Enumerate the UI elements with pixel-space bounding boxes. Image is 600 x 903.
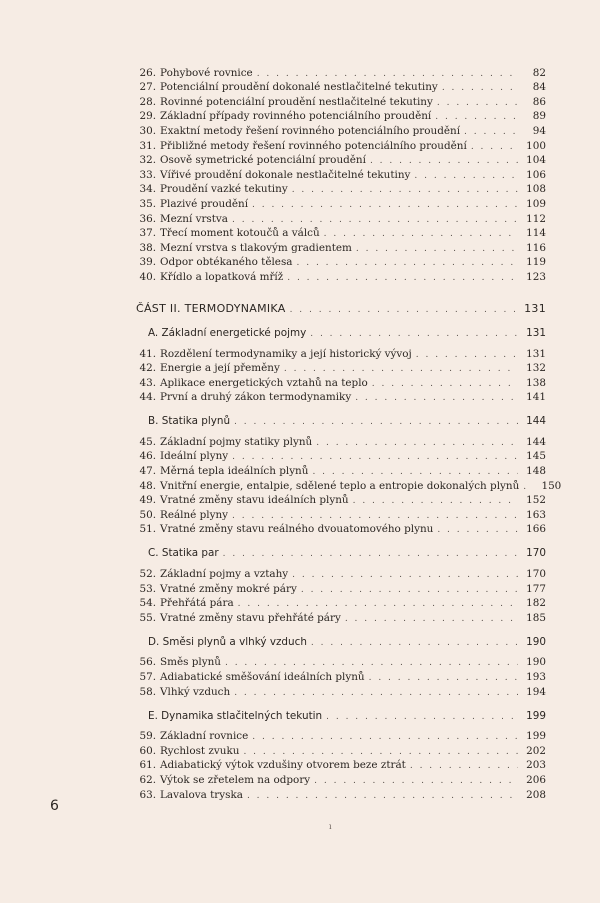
entry-title: Adiabatické směšování ideálních plynů [160, 671, 365, 683]
leader-dots [311, 638, 518, 648]
toc-group-b [136, 433, 562, 536]
section-page: 144 [526, 415, 546, 428]
toc-entry [136, 79, 546, 94]
toc-entry [136, 565, 546, 580]
entry-page: 132 [526, 362, 546, 375]
leader-dots [232, 215, 518, 225]
toc-entry [136, 521, 546, 536]
entry-page: 177 [526, 582, 546, 595]
toc-entry [136, 786, 546, 801]
entry-page: 203 [526, 759, 546, 772]
entry-title: Mezní vrstva s tlakovým gradientem [160, 241, 352, 254]
entry-page: 194 [526, 685, 546, 698]
section-page: 190 [526, 635, 546, 648]
entry-number: 32. [139, 154, 156, 167]
toc-entry [136, 166, 546, 181]
entry-number: 36. [139, 212, 156, 225]
toc-entry [136, 595, 546, 610]
entry-number: 42. [139, 362, 156, 375]
entry-title: Ideální plyny [160, 450, 229, 463]
entry-title: Výtok se zřetelem na odpory [160, 773, 311, 786]
entry-number: 47. [139, 465, 156, 478]
toc-entry [136, 433, 546, 448]
leader-dots [290, 305, 518, 315]
leader-dots [353, 496, 518, 506]
leader-dots [292, 570, 518, 580]
entry-title: Vratné změny stavu přehřáté páry [160, 611, 341, 624]
entry-title: Křídlo a lopatková mříž [160, 270, 284, 283]
entry-page: 190 [526, 656, 546, 669]
toc-entry [136, 137, 546, 152]
leader-dots [292, 185, 518, 195]
entry-page: 112 [526, 212, 546, 225]
entry-page: 109 [526, 197, 546, 210]
entry-number: 40. [139, 270, 156, 283]
entry-title: Základní pojmy a vztahy [160, 568, 289, 581]
leader-dots [523, 482, 533, 492]
toc-entry [136, 345, 546, 360]
entry-number: 45. [139, 435, 156, 448]
leader-dots [326, 712, 518, 722]
entry-page: 108 [526, 183, 546, 196]
leader-dots [437, 525, 518, 535]
leader-dots [284, 364, 518, 374]
toc-entry [136, 108, 546, 123]
entry-title: Vratné změny stavu ideálních plynů [160, 494, 349, 507]
toc-entry [136, 268, 546, 283]
leader-dots [316, 438, 518, 448]
leader-dots [345, 614, 518, 624]
toc-entry [136, 757, 546, 772]
entry-page: 104 [526, 154, 546, 167]
entry-number: 49. [139, 494, 156, 507]
toc-entry [136, 668, 546, 683]
entry-title: Odpor obtékaného tělesa [160, 256, 293, 269]
section-heading [136, 632, 546, 648]
entry-page: 131 [526, 347, 546, 360]
toc-group-a [136, 345, 546, 403]
leader-dots [287, 273, 518, 283]
entry-page: 163 [526, 508, 546, 521]
entry-number: 61. [139, 759, 156, 772]
entry-number: 54. [139, 597, 156, 610]
toc-entry [136, 389, 546, 404]
leader-dots [252, 732, 518, 742]
entry-title: První a druhý zákon termodynamiky [160, 391, 352, 404]
entry-page: 144 [526, 435, 546, 448]
entry-number: 31. [139, 139, 156, 152]
leader-dots [442, 83, 518, 93]
leader-dots [234, 417, 518, 427]
section-heading [136, 323, 546, 339]
entry-page: 106 [526, 168, 546, 181]
entry-page: 150 [541, 479, 562, 492]
entry-title: Směs plynů [160, 656, 221, 669]
entry-title: Pohybové rovnice [160, 66, 253, 79]
entry-number: 39. [139, 256, 156, 269]
leader-dots [225, 658, 518, 668]
entry-number: 63. [139, 788, 156, 801]
entry-page: 185 [526, 611, 546, 624]
entry-title: Základní pojmy statiky plynů [160, 435, 313, 448]
entry-page: 193 [526, 671, 546, 683]
entry-title: Rozdělení termodynamiky a její historický vývoj [160, 347, 412, 360]
entry-number: 48. [139, 479, 156, 492]
toc-group-c [136, 565, 546, 623]
entry-page: 148 [526, 465, 546, 478]
leader-dots [355, 393, 518, 403]
entry-number: 55. [139, 611, 156, 624]
leader-dots [257, 69, 518, 79]
leader-dots [437, 98, 518, 108]
toc-entry [136, 506, 546, 521]
entry-title: Třecí moment kotoučů a válců [160, 227, 320, 240]
toc-entry [136, 122, 546, 137]
entry-number: 38. [139, 241, 156, 254]
entry-title: Vratné změny stavu reálného dvouatomového plynu [160, 523, 434, 536]
entry-title: Vratné změny mokré páry [160, 582, 297, 595]
toc-entry [136, 360, 546, 375]
entry-number: 27. [139, 81, 156, 94]
entry-number: 37. [139, 227, 156, 240]
section-heading [136, 543, 546, 559]
toc-entry [136, 64, 546, 79]
toc-group-d [136, 654, 546, 698]
leader-dots [310, 329, 518, 339]
toc-entry [136, 93, 546, 108]
leader-dots [414, 171, 518, 181]
leader-dots [234, 688, 518, 698]
entry-title: Vnitřní energie, entalpie, sdělené teplo a entropie dokonalých plynů [160, 479, 520, 492]
section-title: D. Směsi plynů a vlhký vzduch [148, 635, 307, 648]
toc-entry [136, 462, 546, 477]
entry-number: 51. [139, 523, 156, 536]
entry-page: 123 [526, 270, 546, 283]
section-page: 199 [526, 709, 546, 722]
toc-entry [136, 152, 546, 167]
leader-dots [232, 511, 518, 521]
leader-dots [314, 776, 518, 786]
entry-title: Základní rovnice [160, 730, 249, 743]
entry-page: 166 [526, 523, 546, 536]
entry-number: 35. [139, 197, 156, 210]
toc-entry [136, 225, 546, 240]
entry-page: 182 [526, 597, 546, 610]
entry-title: Osově symetrické potenciální proudění [160, 154, 366, 167]
entry-title: Základní případy rovinného potenciálního proudění [160, 110, 432, 123]
part-heading [136, 297, 546, 315]
toc-group-fluid-mechanics [136, 64, 546, 283]
leader-dots [324, 229, 518, 239]
leader-dots [416, 350, 518, 360]
toc-entry [136, 609, 546, 624]
entry-title: Potenciální proudění dokonalé nestlačitelné tekutiny [160, 81, 438, 94]
leader-dots [372, 379, 518, 389]
leader-dots [297, 258, 519, 268]
entry-page: 199 [526, 730, 546, 743]
entry-page: 89 [532, 110, 546, 123]
toc-entry [136, 477, 562, 492]
entry-title: Energie a její přeměny [160, 362, 280, 375]
entry-number: 50. [139, 508, 156, 521]
entry-number: 26. [139, 66, 156, 79]
entry-number: 53. [139, 582, 156, 595]
section-page: 170 [526, 547, 546, 560]
leader-dots [410, 761, 518, 771]
entry-page: 141 [526, 391, 546, 404]
toc-entry [136, 254, 546, 269]
toc-entry [136, 374, 546, 389]
section-heading [136, 706, 546, 722]
entry-title: Vířivé proudění dokonale nestlačitelné tekutiny [160, 168, 411, 181]
section-heading [136, 411, 546, 427]
entry-page: 86 [532, 95, 546, 108]
entry-title: Lavalova tryska [160, 788, 243, 801]
table-of-contents [136, 64, 562, 801]
entry-number: 58. [139, 685, 156, 698]
entry-page: 170 [526, 568, 546, 581]
leader-dots [370, 156, 518, 166]
entry-title: Plazivé proudění [160, 197, 249, 210]
entry-title: Aplikace energetických vztahů na teplo [160, 376, 368, 389]
leader-dots [252, 200, 518, 210]
leader-dots [471, 142, 518, 152]
toc-entry [136, 771, 546, 786]
toc-entry [136, 683, 546, 698]
entry-number: 33. [139, 168, 156, 181]
entry-page: 84 [532, 81, 546, 94]
entry-number: 28. [139, 95, 156, 108]
leader-dots [301, 585, 518, 595]
entry-title: Mezní vrstva [160, 212, 228, 225]
entry-number: 59. [139, 730, 156, 743]
toc-entry [136, 210, 546, 225]
toc-entry [136, 239, 546, 254]
section-title: B. Statika plynů [148, 415, 231, 428]
entry-title: Přehřátá pára [160, 597, 234, 610]
entry-title: Rovinné potenciální proudění nestlačitelné tekutiny [160, 95, 433, 108]
leader-dots [356, 244, 518, 254]
entry-number: 43. [139, 376, 156, 389]
entry-page: 100 [526, 139, 546, 152]
leader-dots [435, 112, 518, 122]
toc-entry [136, 492, 546, 507]
entry-title: Vlhký vzduch [160, 685, 231, 698]
entry-page: 116 [526, 241, 546, 254]
section-title: A. Základní energetické pojmy [148, 326, 307, 339]
entry-page: 145 [526, 450, 546, 463]
leader-dots [369, 673, 518, 683]
entry-number: 56. [139, 656, 156, 669]
entry-number: 57. [139, 671, 156, 683]
leader-dots [232, 452, 518, 462]
entry-number: 60. [139, 744, 156, 757]
entry-title: Reálné plyny [160, 508, 229, 521]
entry-page: 82 [532, 66, 546, 79]
toc-group-e [136, 728, 546, 801]
toc-entry [136, 654, 546, 669]
part-title: ČÁST II. TERMODYNAMIKA [136, 301, 286, 315]
entry-page: 152 [526, 494, 546, 507]
leader-dots [464, 127, 518, 137]
print-mark: ı [329, 822, 332, 831]
entry-title: Adiabatický výtok vzdušiny otvorem beze ztrát [160, 759, 406, 772]
section-title: C. Statika par [148, 547, 219, 560]
leader-dots [247, 791, 518, 801]
leader-dots [238, 599, 518, 609]
entry-number: 44. [139, 391, 156, 404]
toc-entry [136, 181, 546, 196]
section-page: 131 [526, 326, 546, 339]
entry-number: 34. [139, 183, 156, 196]
entry-title: Přibližné metody řešení rovinného potenciálního proudění [160, 139, 467, 152]
entry-page: 206 [526, 773, 546, 786]
entry-title: Proudění vazké tekutiny [160, 183, 288, 196]
entry-page: 119 [526, 256, 546, 269]
entry-number: 41. [139, 347, 156, 360]
toc-entry [136, 728, 546, 743]
toc-entry [136, 580, 546, 595]
entry-page: 114 [526, 227, 546, 240]
entry-title: Exaktní metody řešení rovinného potenciálního proudění [160, 124, 461, 137]
entry-number: 62. [139, 773, 156, 786]
entry-page: 138 [526, 376, 546, 389]
toc-entry [136, 195, 546, 210]
leader-dots [243, 747, 518, 757]
entry-title: Rychlost zvuku [160, 744, 240, 757]
page-number: 6 [50, 798, 59, 814]
toc-entry [136, 742, 546, 757]
entry-number: 52. [139, 568, 156, 581]
entry-title: Měrná tepla ideálních plynů [160, 465, 309, 478]
toc-entry [136, 448, 546, 463]
entry-number: 29. [139, 110, 156, 123]
entry-number: 30. [139, 124, 156, 137]
entry-page: 202 [526, 744, 546, 757]
part-page: 131 [524, 301, 546, 315]
entry-number: 46. [139, 450, 156, 463]
leader-dots [223, 549, 518, 559]
entry-page: 208 [526, 788, 546, 801]
section-title: E. Dynamika stlačitelných tekutin [148, 709, 323, 722]
entry-page: 94 [532, 124, 546, 137]
leader-dots [312, 467, 518, 477]
